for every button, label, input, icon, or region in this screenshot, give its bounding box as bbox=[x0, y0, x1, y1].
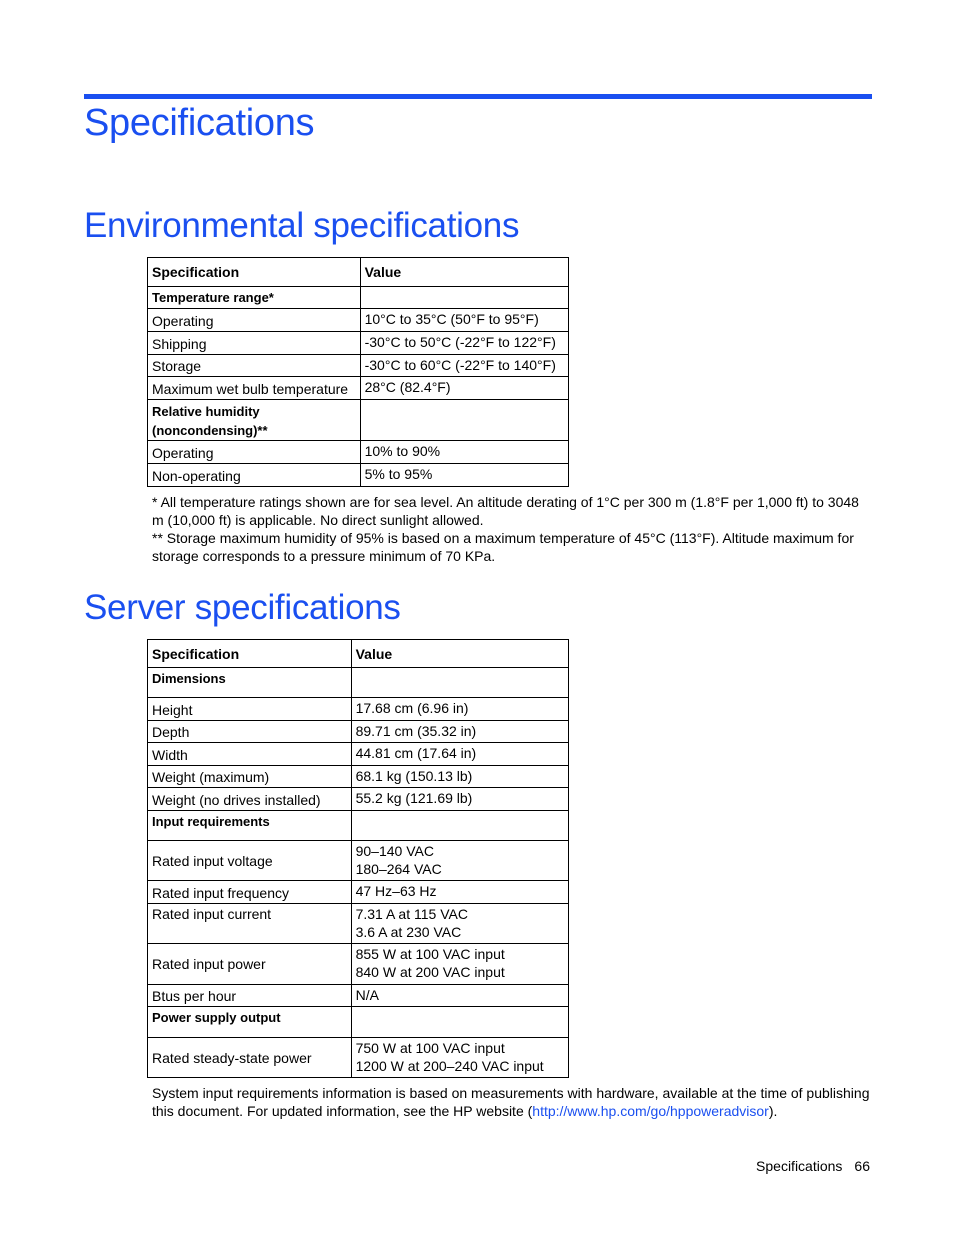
env-row-spec: Operating bbox=[148, 441, 361, 464]
page-number: 66 bbox=[854, 1158, 870, 1174]
page-title: Specifications bbox=[84, 102, 315, 144]
server-header-value: Value bbox=[351, 640, 568, 668]
server-row-value bbox=[351, 944, 568, 985]
env-row-value: 5% to 95% bbox=[360, 464, 568, 487]
env-row-value: 10°C to 35°C (50°F to 95°F) bbox=[360, 309, 568, 332]
server-row-spec: Weight (no drives installed) bbox=[148, 788, 352, 811]
page-footer bbox=[744, 1158, 870, 1174]
server-row-value: 55.2 kg (121.69 lb) bbox=[351, 788, 568, 811]
environmental-spec-table bbox=[147, 257, 569, 487]
env-row-spec: Maximum wet bulb temperature bbox=[148, 377, 361, 400]
server-row-value bbox=[351, 841, 568, 881]
hp-poweradvisor-link[interactable]: http://www.hp.com/go/hppoweradvisor bbox=[532, 1103, 769, 1119]
env-row-spec: Shipping bbox=[148, 332, 361, 355]
server-row-value: 89.71 cm (35.32 in) bbox=[351, 721, 568, 743]
server-row-spec: Rated input frequency bbox=[148, 881, 352, 904]
env-row-spec: Storage bbox=[148, 355, 361, 377]
server-row-value: 68.1 kg (150.13 lb) bbox=[351, 766, 568, 788]
server-row-value bbox=[351, 811, 568, 841]
environmental-footnotes bbox=[152, 493, 872, 565]
env-row-value: -30°C to 50°C (-22°F to 122°F) bbox=[360, 332, 568, 355]
server-row-input-requirements: Input requirements bbox=[148, 811, 352, 841]
env-row-value: -30°C to 60°C (-22°F to 140°F) bbox=[360, 355, 568, 377]
server-row-spec: Weight (maximum) bbox=[148, 766, 352, 788]
server-row-value: 17.68 cm (6.96 in) bbox=[351, 698, 568, 721]
server-note-text bbox=[152, 1084, 872, 1120]
env-row-value: 10% to 90% bbox=[360, 441, 568, 464]
server-spec-table bbox=[147, 639, 569, 1078]
value-line: 3.6 A at 230 VAC bbox=[355, 924, 462, 940]
server-row-spec: Rated input power bbox=[148, 944, 352, 985]
server-row-spec: Rated input voltage bbox=[148, 841, 352, 881]
server-row-value: 44.81 cm (17.64 in) bbox=[351, 743, 568, 766]
server-row-spec: Rated steady-state power bbox=[148, 1038, 352, 1078]
env-row-relative-humidity: Relative humidity (noncondensing)** bbox=[148, 400, 361, 441]
env-row-temperature-range: Temperature range* bbox=[148, 287, 361, 309]
note-text: ). bbox=[768, 1103, 778, 1119]
value-line: 1200 W at 200–240 VAC input bbox=[355, 1058, 544, 1074]
env-row-value bbox=[360, 287, 568, 309]
env-row-spec: Non-operating bbox=[148, 464, 361, 487]
env-row-spec: Operating bbox=[148, 309, 361, 332]
env-header-spec: Specification bbox=[148, 258, 361, 287]
value-line: 840 W at 200 VAC input bbox=[355, 964, 505, 980]
value-line: 750 W at 100 VAC input bbox=[355, 1040, 505, 1056]
server-row-power-supply-output: Power supply output bbox=[148, 1007, 352, 1038]
title-rule bbox=[84, 94, 872, 99]
value-line: 90–140 VAC bbox=[355, 843, 434, 859]
server-heading: Server specifications bbox=[84, 588, 401, 627]
value-line: 180–264 VAC bbox=[355, 861, 442, 877]
note-text: System input requirements information is based on measurements with hardware, available at the time of publishing this document. For updated information, see the HP website ( bbox=[152, 1085, 870, 1119]
server-row-value bbox=[351, 1038, 568, 1078]
env-row-value: 28°C (82.4°F) bbox=[360, 377, 568, 400]
server-row-spec: Height bbox=[148, 698, 352, 721]
server-note bbox=[152, 1084, 872, 1120]
server-header-spec: Specification bbox=[148, 640, 352, 668]
value-line: 7.31 A at 115 VAC bbox=[355, 906, 468, 922]
server-row-spec: Width bbox=[148, 743, 352, 766]
server-row-value: 47 Hz–63 Hz bbox=[351, 881, 568, 904]
footnote-humidity: ** Storage maximum humidity of 95% is based on a maximum temperature of 45°C (113°F). Altitude maximum for storage corresponds to a pressure minimum of 70 KPa. bbox=[152, 530, 854, 564]
footnote-temperature: * All temperature ratings shown are for sea level. An altitude derating of 1°C per 300 m (1.8°F per 1,000 ft) to 3048 m (10,000 ft) is applicable. No direct sunlight allowed. bbox=[152, 494, 859, 528]
server-row-dimensions: Dimensions bbox=[148, 668, 352, 698]
server-row-value bbox=[351, 1007, 568, 1038]
server-row-spec: Depth bbox=[148, 721, 352, 743]
environmental-heading: Environmental specifications bbox=[84, 206, 520, 245]
server-row-spec: Rated input current bbox=[148, 904, 352, 944]
env-row-value bbox=[360, 400, 568, 441]
server-row-spec: Btus per hour bbox=[148, 985, 352, 1007]
footer-section: Specifications bbox=[756, 1158, 843, 1174]
server-row-value bbox=[351, 904, 568, 944]
env-header-value: Value bbox=[360, 258, 568, 287]
value-line: 855 W at 100 VAC input bbox=[355, 946, 505, 962]
server-row-value bbox=[351, 668, 568, 698]
server-row-value: N/A bbox=[351, 985, 568, 1007]
